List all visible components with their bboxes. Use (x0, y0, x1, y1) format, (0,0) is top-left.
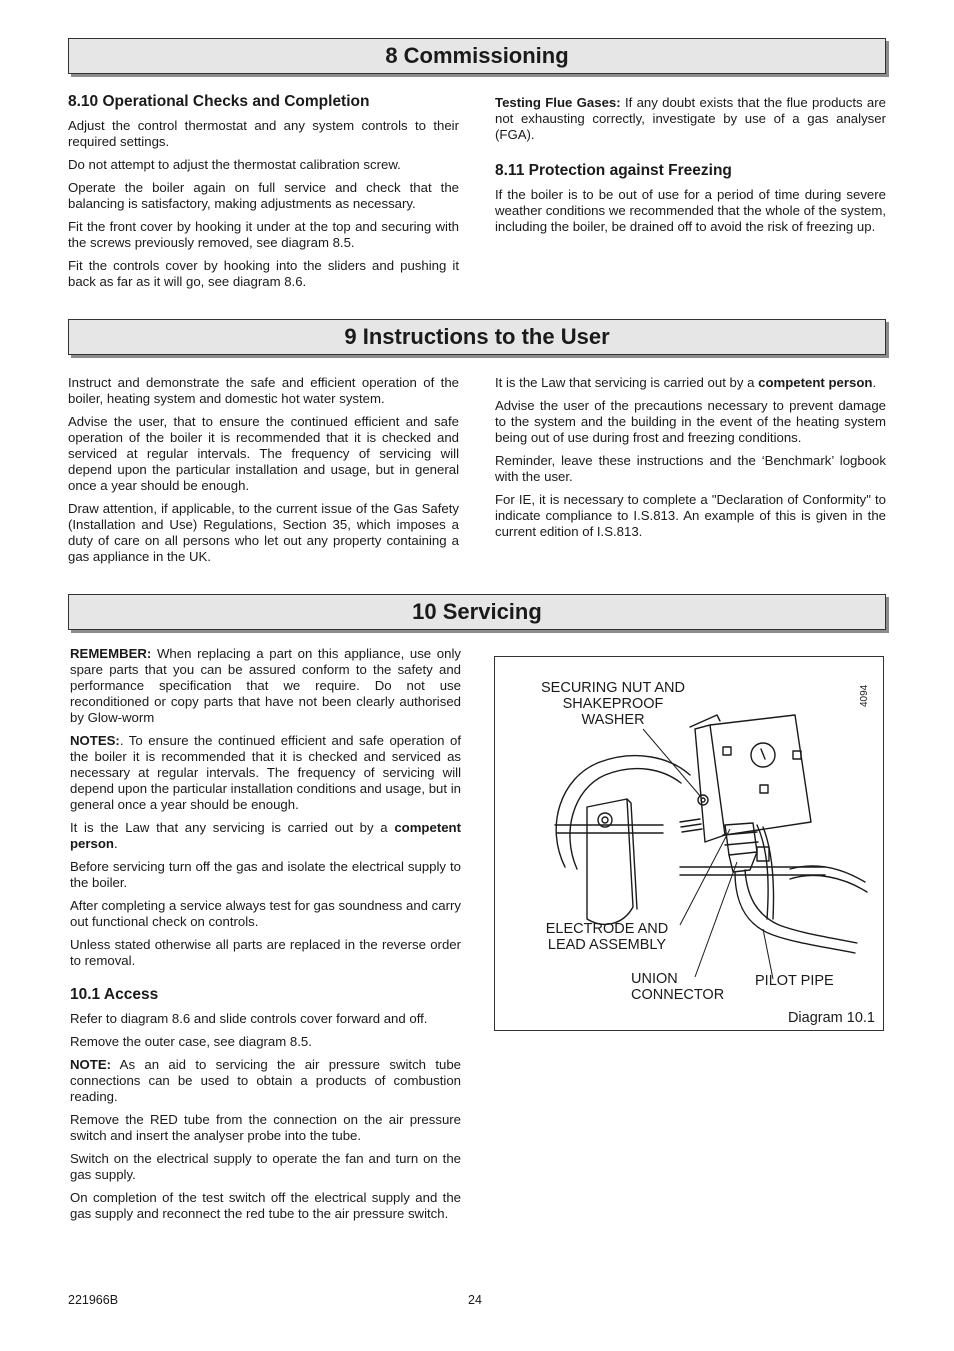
section-8-banner (68, 38, 886, 74)
section-8-10 (68, 94, 459, 297)
section-8-title: 8 Commissioning (385, 43, 569, 68)
competent-person-text: competent person (758, 375, 873, 390)
label-line: ELECTRODE AND (545, 921, 669, 937)
section-10-left-column (70, 646, 461, 1229)
heading-8-11: 8.11 Protection against Freezing (495, 162, 732, 179)
document-code: 221966B (68, 1293, 119, 1307)
note-label: NOTE: (70, 1057, 112, 1072)
note-paragraph (70, 1057, 461, 1105)
paragraph: Draw attention, if applicable, to the current issue of the Gas Safety (Installation and Use) Regulations, Section 35, which imposes a duty of care on all persons who let out any property containing a gas appliance in the UK. (68, 501, 459, 564)
label-line: LEAD ASSEMBLY (547, 937, 667, 953)
competent-person-text: competent person (70, 820, 461, 851)
page-number: 24 (468, 1293, 482, 1307)
section-9-title: 9 Instructions to the User (344, 324, 610, 349)
paragraph: Before servicing turn off the gas and isolate the electrical supply to the boiler. (70, 859, 461, 890)
law-paragraph (495, 375, 886, 391)
paragraph: Operate the boiler again on full service and check that the balancing is satisfactory, making adjustments as necessary. (68, 180, 459, 211)
paragraph: Remove the RED tube from the connection on the air pressure switch and insert the analyser probe into the tube. (70, 1112, 461, 1143)
section-9-banner (68, 319, 886, 355)
paragraph: Fit the controls cover by hooking into the sliders and pushing it back as far as it will go, see diagram 8.6. (68, 258, 459, 289)
flue-gases-paragraph (495, 95, 886, 143)
paragraph: Do not attempt to adjust the thermostat calibration screw. (68, 157, 401, 172)
label-union-connector (631, 971, 737, 1003)
flue-gases-label: Testing Flue Gases: (495, 95, 621, 110)
section-10-banner (68, 594, 886, 630)
label-electrode (531, 921, 683, 953)
paragraph: Unless stated otherwise all parts are replaced in the reverse order to removal. (70, 937, 461, 968)
law-text: It is the Law that any servicing is carried out by a (70, 820, 395, 835)
heading-8-10: 8.10 Operational Checks and Completion (68, 93, 370, 110)
remember-paragraph (70, 646, 461, 726)
section-9-left-column (68, 375, 459, 572)
law-text: It is the Law that servicing is carried out by a (495, 375, 759, 390)
notes-label: NOTES: (70, 733, 120, 748)
paragraph: Fit the front cover by hooking it under at the top and securing with the screws previously removed, see diagram 8.5. (68, 219, 459, 250)
label-line: WASHER (581, 712, 645, 728)
label-line: UNION (631, 971, 678, 987)
label-line: SECURING NUT AND (541, 680, 685, 696)
label-securing-nut (523, 680, 703, 728)
notes-text: . To ensure the continued efficient and safe operation of the boiler it is recommended that it is checked and serviced as necessary at regular intervals. The frequency of servicing will depend upon the particular installation conditions and usage, but in general once a year should be enough. (70, 733, 461, 812)
paragraph: Instruct and demonstrate the safe and efficient operation of the boiler, heating system and domestic hot water system. (68, 375, 459, 406)
diagram-caption: Diagram 10.1 (787, 1010, 875, 1026)
paragraph: Reminder, leave these instructions and the ‘Benchmark’ logbook with the user. (495, 453, 886, 484)
section-10-title: 10 Servicing (412, 599, 542, 624)
paragraph: For IE, it is necessary to complete a "Declaration of Conformity" to indicate compliance to I.S.813. An example of this is given in the current edition of I.S.813. (495, 492, 886, 539)
paragraph: On completion of the test switch off the electrical supply and the gas supply and reconnect the red tube to the air pressure switch. (70, 1190, 461, 1221)
paragraph: If the boiler is to be out of use for a period of time during severe weather conditions we recommended that the whole of the system, including the boiler, be drained off to avoid the risk of freezing up. (495, 187, 886, 234)
note-text: As an aid to servicing the air pressure switch tube connections can be used to obtain a products of combustion reading. (70, 1057, 461, 1104)
label-pilot-pipe: PILOT PIPE (755, 973, 834, 989)
law-end: . (872, 375, 877, 390)
diagram-code: 4094 (859, 684, 870, 707)
label-line: SHAKEPROOF (562, 696, 664, 712)
notes-paragraph (70, 733, 461, 813)
remember-label: REMEMBER: (70, 646, 152, 661)
paragraph: Advise the user of the precautions necessary to prevent damage to the system and the building in the event of the heating system being out of use during frost and freezing conditions. (495, 398, 886, 445)
remember-text: When replacing a part on this appliance, use only spare parts that you can be assured conform to the safety and performance specification that we require. Do not use reconditioned or copy parts that have not been clearly authorised by Glow-worm (70, 646, 461, 725)
paragraph: Adjust the control thermostat and any system controls to their required settings. (68, 118, 459, 149)
section-8-right-column (495, 95, 886, 242)
diagram-10-1 (494, 656, 884, 1031)
heading-10-1: 10.1 Access (70, 986, 159, 1003)
paragraph: Advise the user, that to ensure the continued efficient and safe operation of the boiler it is recommended that it is checked and serviced at regular intervals. The frequency of servicing will depend upon the particular installation and usage, but in general once a year should be enough. (68, 414, 459, 493)
paragraph: After completing a service always test for gas soundness and carry out functional check on controls. (70, 898, 461, 929)
law-paragraph (70, 820, 461, 852)
paragraph: Switch on the electrical supply to operate the fan and turn on the gas supply. (70, 1151, 461, 1182)
label-line: CONNECTOR (631, 987, 725, 1003)
paragraph: Remove the outer case, see diagram 8.5. (70, 1034, 312, 1049)
section-9-right-column (495, 375, 886, 547)
law-end: . (113, 836, 118, 851)
flue-gases-text: If any doubt exists that the flue products are not exhausting correctly, investigate by use of a gas analyser (FGA). (495, 95, 886, 142)
paragraph: Refer to diagram 8.6 and slide controls cover forward and off. (70, 1011, 428, 1026)
